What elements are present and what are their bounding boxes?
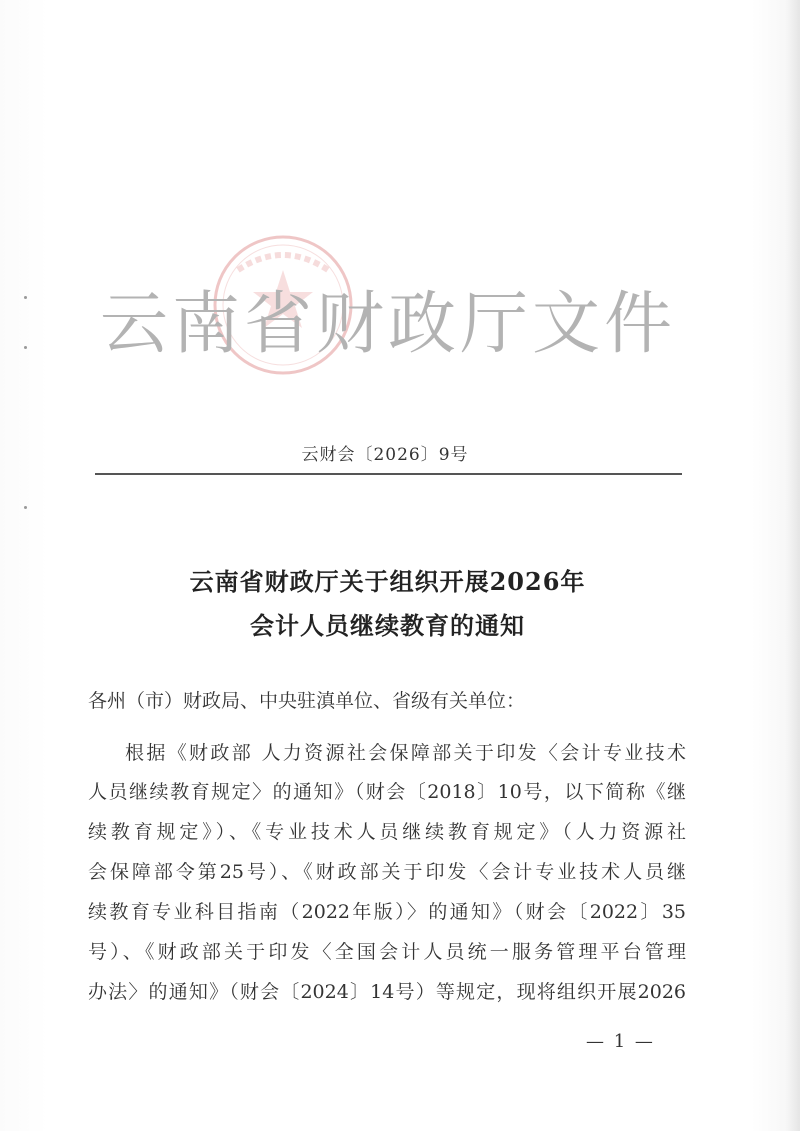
body-line-2: 人员继续教育规定〉的通知》（财会〔2018〕10号，以下简称《继: [88, 781, 686, 803]
body-line-7: 办法〉的通知》（财会〔2024〕14号）等规定，现将组织开展2026: [88, 981, 686, 1003]
body-line-6: 号）、《财政部关于印发〈全国会计人员统一服务管理平台管理: [88, 941, 686, 963]
margin-mark: [24, 296, 27, 299]
header-divider-line: [95, 473, 682, 475]
addressee-line: 各州（市）财政局、中央驻滇单位、省级有关单位：: [88, 690, 526, 712]
notice-title-line-2: 会计人员继续教育的通知: [250, 611, 525, 640]
body-line-5: 续教育专业科目指南（2022年版）〉的通知》（财会〔2022〕35: [88, 901, 686, 923]
document-header-title: 云南省财政厅文件: [100, 285, 677, 364]
scan-edge-shadow: [786, 0, 800, 1131]
body-line-3: 续教育规定》）、《专业技术人员继续教育规定》（人力资源社: [88, 821, 686, 843]
margin-mark: [24, 346, 27, 349]
margin-mark: [24, 506, 27, 509]
notice-title-line-1: 云南省财政厅关于组织开展2026年: [189, 567, 586, 596]
body-line-4: 会保障部令第25号）、《财政部关于印发〈会计专业技术人员继: [88, 861, 686, 883]
page-number: — 1 —: [586, 1031, 655, 1052]
document-number: 云财会〔2026〕9号: [301, 445, 469, 465]
body-line-1: 根据《财政部 人力资源社会保障部关于印发〈会计专业技术: [125, 742, 686, 764]
